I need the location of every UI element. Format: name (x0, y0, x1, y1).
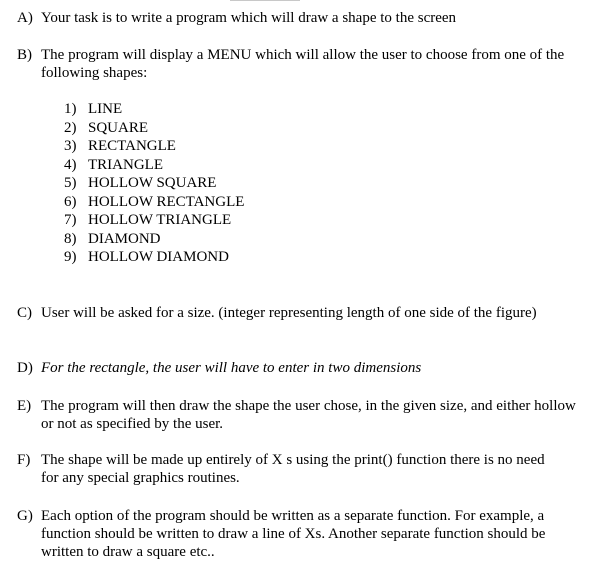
item-b-letter: B) (17, 47, 32, 63)
menu-item-label: SQUARE (88, 119, 149, 136)
item-b (17, 46, 577, 82)
menu-item-diamond (64, 230, 244, 249)
menu-item-hollow-diamond (64, 248, 244, 267)
item-d-text: For the rectangle, the user will have to enter in two dimensions (41, 360, 422, 376)
menu-item-label: DIAMOND (88, 230, 161, 247)
menu-item-label: HOLLOW DIAMOND (88, 249, 229, 265)
item-c-text: User will be asked for a size. (integer representing length of one side of the figure) (41, 305, 537, 321)
item-f-letter: F) (17, 452, 31, 468)
item-d-letter: D) (17, 360, 33, 376)
menu-item-label: HOLLOW TRIANGLE (88, 212, 232, 228)
menu-item-number: 1) (64, 101, 77, 117)
menu-item-label: TRIANGLE (88, 156, 163, 173)
menu-item-number: 8) (64, 230, 77, 247)
menu-item-square (64, 119, 244, 138)
item-e (17, 397, 577, 433)
menu-item-number: 6) (64, 193, 77, 210)
menu-item-number: 4) (64, 156, 77, 173)
item-g-text: Each option of the program should be written as a separate function. For example, a function should be written to draw a line of Xs. Another separate function should be written to draw a square etc.. (41, 508, 546, 560)
item-g (17, 507, 585, 561)
menu-item-label: HOLLOW RECTANGLE (88, 193, 245, 210)
menu-item-label: RECTANGLE (88, 138, 176, 154)
item-d (17, 359, 597, 377)
item-a-letter: A) (17, 10, 33, 26)
item-a-text: Your task is to write a program which will draw a shape to the screen (41, 10, 457, 26)
item-a (17, 9, 597, 27)
menu-item-label: HOLLOW SQUARE (88, 175, 217, 191)
menu-item-label: LINE (88, 101, 123, 117)
item-g-letter: G) (17, 508, 33, 524)
menu-item-number: 5) (64, 175, 77, 191)
item-f (17, 451, 557, 487)
menu-item-line (64, 100, 244, 119)
item-e-text: The program will then draw the shape the user chose, in the given size, and either hollow or not as specified by the user. (41, 398, 576, 432)
page-top-divider (230, 0, 300, 1)
menu-item-hollow-rectangle (64, 193, 244, 212)
item-b-text: The program will display a MENU which will allow the user to choose from one of the following shapes: (41, 47, 565, 81)
menu-item-hollow-triangle (64, 211, 244, 230)
item-c (17, 304, 537, 322)
item-e-letter: E) (17, 398, 32, 414)
menu-item-rectangle (64, 137, 244, 156)
menu-item-number: 9) (64, 249, 77, 265)
menu-item-number: 2) (64, 119, 77, 136)
menu-item-hollow-square (64, 174, 244, 193)
shape-menu-list (64, 100, 244, 267)
menu-item-number: 7) (64, 212, 77, 228)
item-f-text: The shape will be made up entirely of X s using the print() function there is no need for any special graphics routines. (41, 452, 545, 486)
menu-item-number: 3) (64, 138, 77, 154)
menu-item-triangle (64, 156, 244, 175)
item-c-letter: C) (17, 305, 32, 321)
